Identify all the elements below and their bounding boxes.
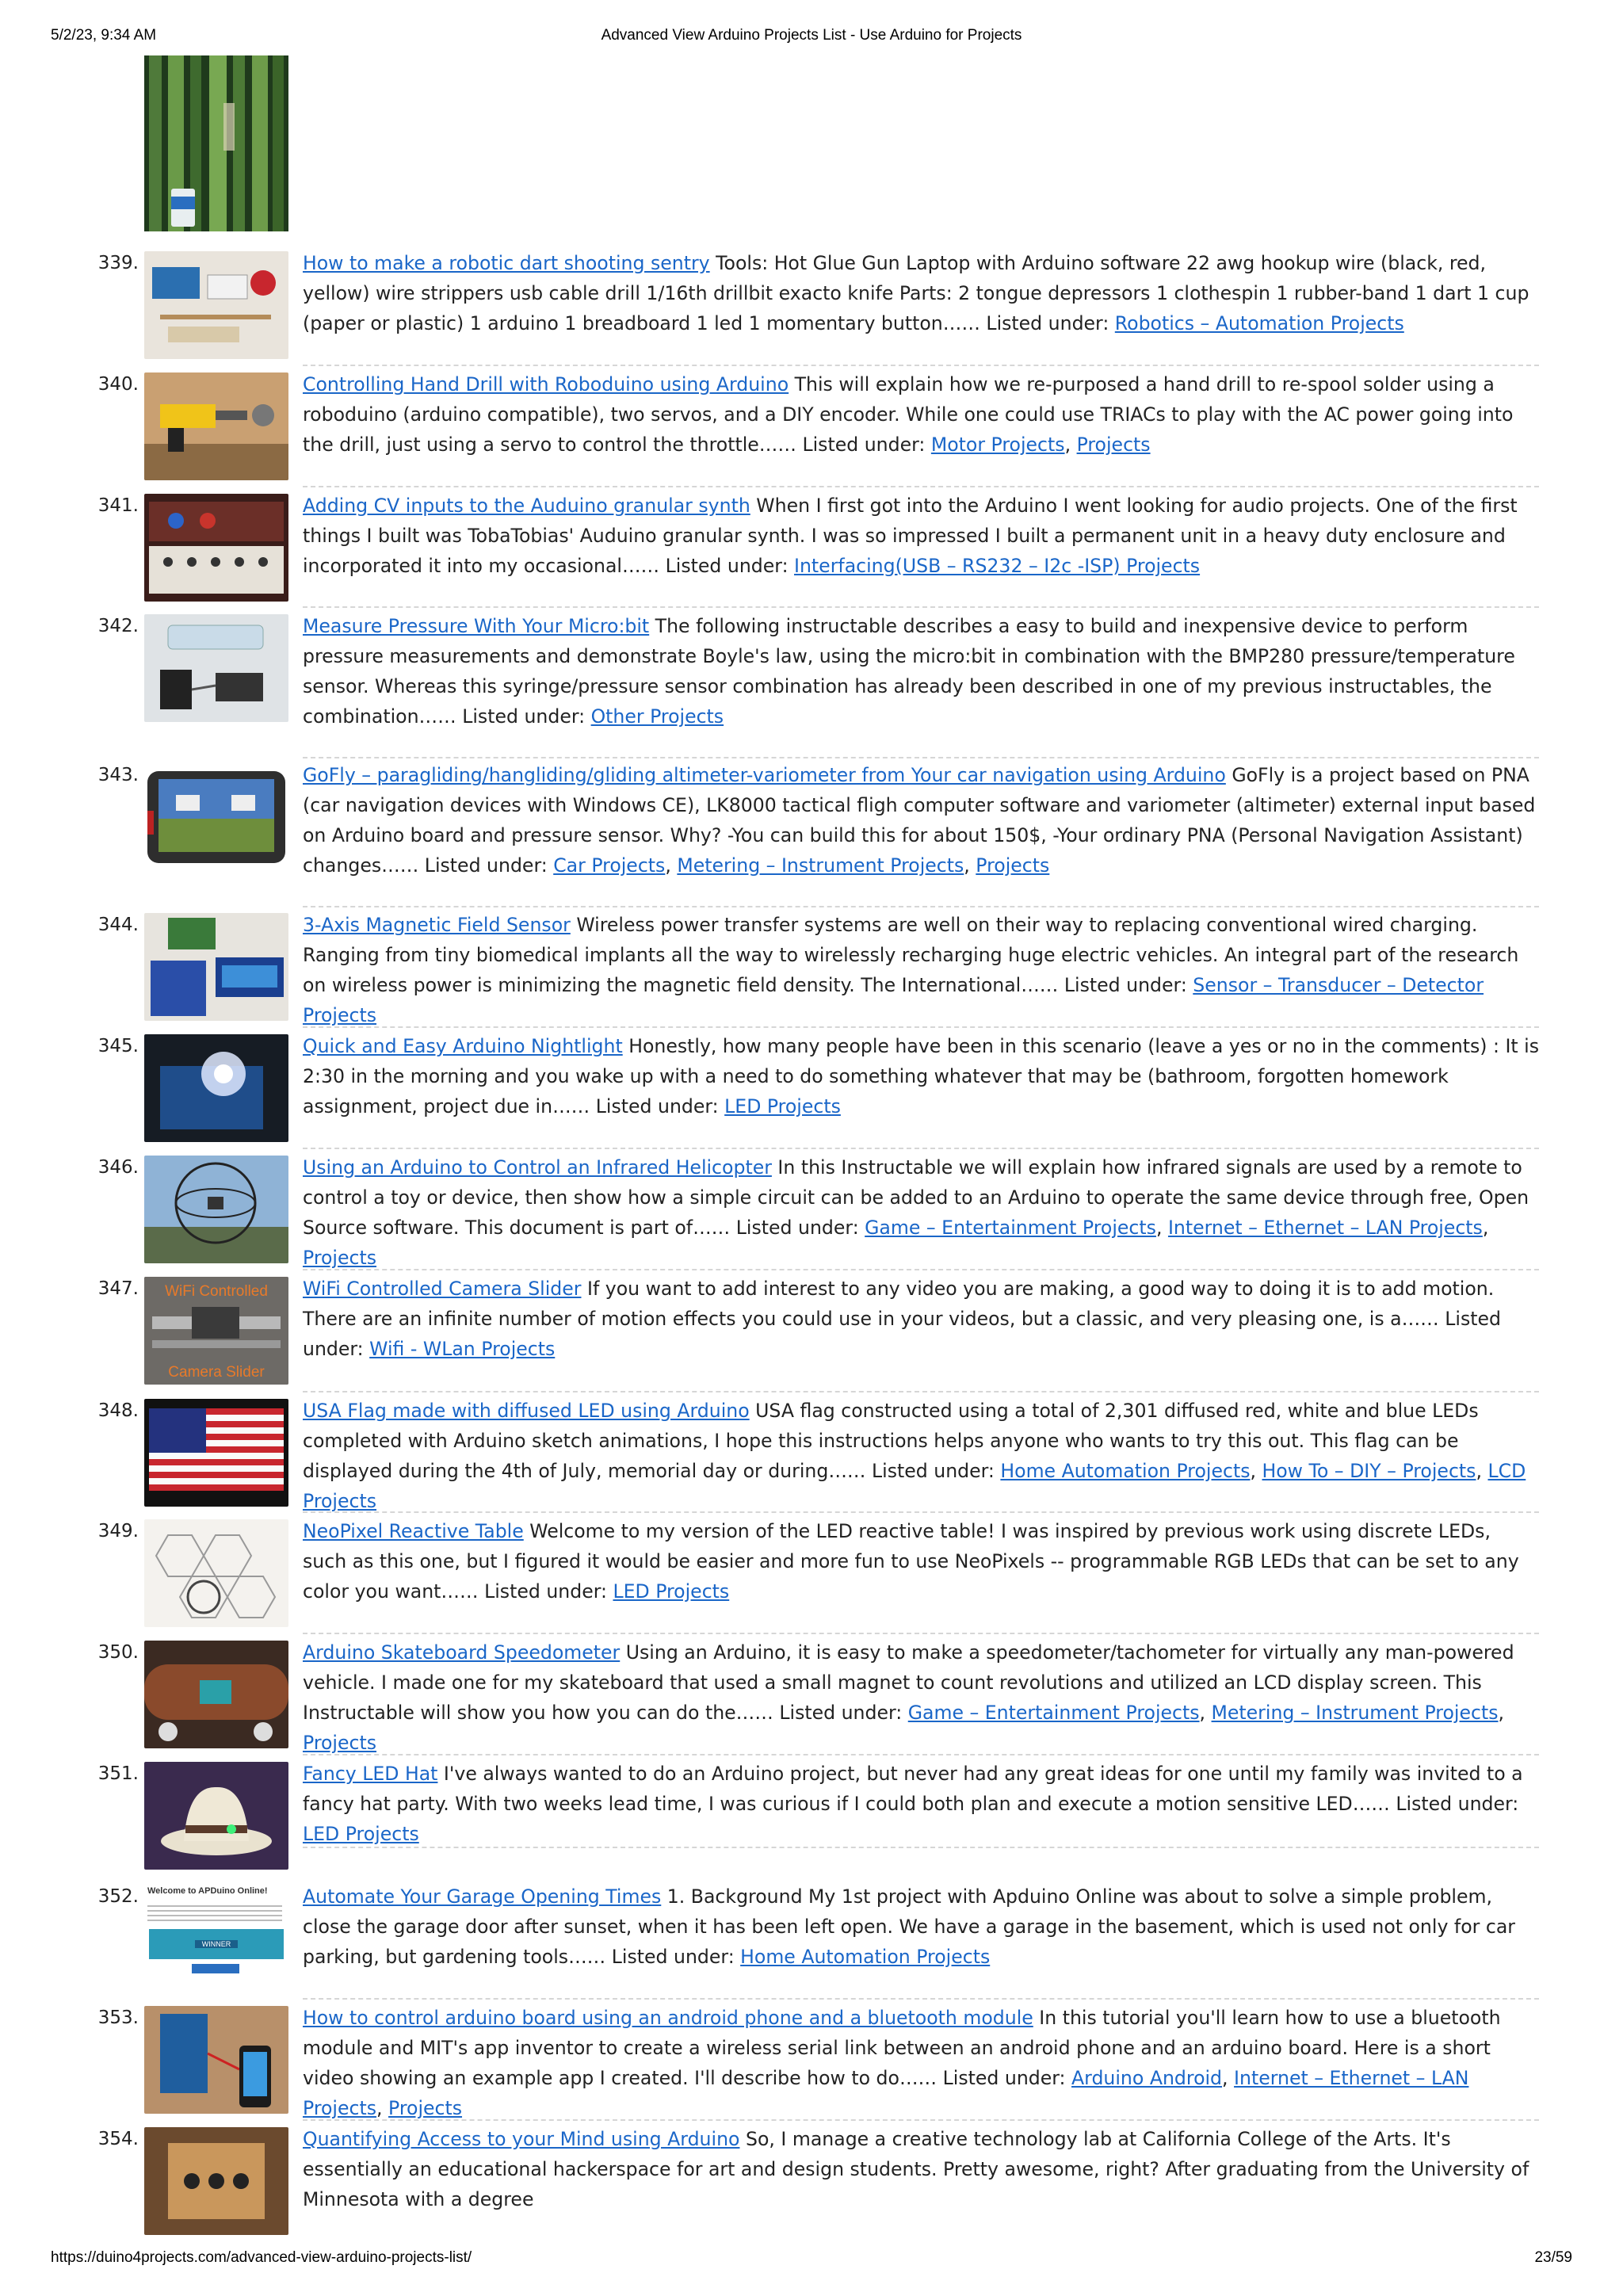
category-link[interactable]: Internet – Ethernet – LAN Projects: [1167, 1217, 1483, 1239]
granular-synth-thumbnail[interactable]: [144, 494, 288, 602]
item-title-link[interactable]: Quick and Easy Arduino Nightlight: [303, 1035, 623, 1057]
led-hat-thumbnail[interactable]: [144, 1762, 288, 1870]
item-text: Using an Arduino to Control an Infrared Helicopter In this Instructable we will explain how infrared signals are used by a remote to control a toy or device, then show how a simple circuit can be added to an Arduino to operate the same device through free, Open Source software. This document is part of…… Listed under: Game – Entertainment Projects, Internet – Ethernet – LAN Projects, Projects: [303, 1156, 1529, 1269]
item-description: 1. Background My 1st project with Apduino Online was about to solve a simple problem, close the garage door after sunset, when it has been left open. We have a garage in the basement, which is used not only for car parking, but gardening tools…… Listed under:: [303, 1885, 1515, 1968]
category-link[interactable]: LED Projects: [303, 1823, 419, 1845]
item-title-link[interactable]: USA Flag made with diffused LED using Arduino: [303, 1400, 750, 1422]
usa-flag-thumbnail[interactable]: [144, 1399, 288, 1507]
item-number: 352.: [97, 1886, 139, 1907]
separator: [303, 1026, 1539, 1028]
item-title-link[interactable]: Measure Pressure With Your Micro:bit: [303, 615, 650, 637]
item-description: I've always wanted to do an Arduino project, but never had any great ideas for one until my family was invited to a fancy hat party. With two weeks lead time, I was curious if I could both plan and execute a motion sensitive LED…… Listed under:: [303, 1763, 1523, 1815]
page-title: Advanced View Arduino Projects List - Use Arduino for Projects: [601, 27, 1022, 44]
category-link[interactable]: Sensor – Transducer – Detector Projects: [303, 974, 1484, 1026]
camera-slider-thumbnail[interactable]: [144, 1277, 288, 1385]
category-link[interactable]: Car Projects: [553, 854, 666, 877]
item-title-link[interactable]: NeoPixel Reactive Table: [303, 1520, 524, 1542]
category-link[interactable]: Metering – Instrument Projects: [1211, 1702, 1499, 1724]
category-link[interactable]: Home Automation Projects: [1000, 1460, 1251, 1482]
category-link[interactable]: Home Automation Projects: [740, 1946, 991, 1968]
separator: [303, 906, 1539, 907]
item-title-link[interactable]: Fancy LED Hat: [303, 1763, 438, 1785]
item-description: When I first got into the Arduino I went looking for audio projects. One of the first things I built was TobaTobias' Auduino granular synth. I was so impressed I built a permanent unit in a heavy duty enclosure and incorporated it into my occasional…… Listed under:: [303, 495, 1518, 577]
category-link[interactable]: Robotics – Automation Projects: [1114, 312, 1404, 334]
item-number: 348.: [97, 1400, 139, 1421]
item-description: Honestly, how many people have been in this scenario (leave a yes or no in the comments) : It is 2:30 in the morning and you wake up with a need to do something whatever that may be (bathroom, forgotten homework assignment, project due in…… Listed under:: [303, 1035, 1540, 1117]
separator: [303, 1754, 1539, 1755]
garage-automation-thumbnail[interactable]: [144, 1885, 288, 1992]
category-link[interactable]: Projects: [303, 1247, 377, 1269]
separator: [303, 1998, 1539, 2000]
separator: [303, 1511, 1539, 1513]
separator: [303, 757, 1539, 758]
item-text: [303, 1031, 1539, 1121]
item-number: 341.: [97, 495, 139, 516]
category-link[interactable]: LED Projects: [724, 1095, 841, 1117]
gofly-navigation-thumbnail[interactable]: [144, 763, 288, 871]
print-date: 5/2/23, 9:34 AM: [51, 27, 157, 44]
item-title-link[interactable]: How to make a robotic dart shooting sentry: [303, 252, 710, 274]
item-description: The following instructable describes a easy to build and inexpensive device to perform pressure measurements and demonstrate Boyle's law, using the micro:bit in combination with the BMP280 pressure/temperature sensor. Whereas this syringe/pressure sensor combination has already been described in one of my previous instructables, the combination…… Listed under:: [303, 615, 1515, 728]
item-description: GoFly is a project based on PNA (car navigation devices with Windows CE), LK8000 tactical fligh computer software and variometer (altimeter) external input based on Arduino board and pressure sensor. Why? -You can build this for about 150$, -Your ordinary PNA (Personal Navigation Assistant) changes…… Listed under:: [303, 764, 1536, 877]
mind-access-thumbnail[interactable]: [144, 2127, 288, 2235]
item-text: [303, 611, 1539, 732]
separator: [303, 2119, 1539, 2121]
item-text: [303, 910, 1539, 1030]
item-title-link[interactable]: Using an Arduino to Control an Infrared Helicopter: [303, 1156, 772, 1179]
category-link[interactable]: Motor Projects: [930, 434, 1065, 456]
item-number: 340.: [97, 374, 139, 395]
magnetic-sensor-thumbnail[interactable]: [144, 913, 288, 1021]
skateboard-speedometer-thumbnail[interactable]: [144, 1641, 288, 1748]
category-link[interactable]: Projects: [388, 2097, 463, 2119]
category-link[interactable]: LED Projects: [613, 1580, 730, 1603]
item-number: 354.: [97, 2129, 139, 2149]
item-text: [303, 1274, 1539, 1364]
item-title-link[interactable]: Controlling Hand Drill with Roboduino using Arduino: [303, 373, 789, 395]
item-title-link[interactable]: Quantifying Access to your Mind using Arduino: [303, 2128, 740, 2150]
item-description: Welcome to my version of the LED reactive table! I was inspired by previous work using discrete LEDs, such as this one, but I figured it would be easier and more fun to use NeoPixels -- programmable RGB LEDs that can be set to any color you want…… Listed under:: [303, 1520, 1519, 1603]
separator: [303, 1633, 1539, 1634]
item-description: If you want to add interest to any video you are making, a good way to doing it is to add motion. There are an infinite number of motion effects you could use in your videos, but a classic, and very pleasing one, is a…… Listed under:: [303, 1278, 1502, 1360]
separator: [303, 1269, 1539, 1270]
item-description: This will explain how we re-purposed a hand drill to re-spool solder using a roboduino (arduino compatible), two servos, and a DIY encoder. While one could use TRIACs to play with the AC power going into the drill, just using a servo to control the throttle…… Listed under:: [303, 373, 1514, 456]
item-description: Tools: Hot Glue Gun Laptop with Arduino software 22 awg hookup wire (black, red, yellow) wire strippers usb cable drill 1/16th drillbit exacto knife Parts: 2 tongue depressors 1 clothespin 1 rubber-band 1 dart 1 cup (paper or plastic) 1 arduino 1 breadboard 1 led 1 momentary button…… Listed under:: [303, 252, 1529, 334]
category-link[interactable]: LCD Projects: [303, 1460, 1526, 1512]
separator: [303, 1148, 1539, 1149]
item-title-link[interactable]: GoFly – paragliding/hangliding/gliding altimeter-variometer from Your car navigation using Arduino: [303, 764, 1226, 786]
item-text: How to control arduino board using an android phone and a bluetooth module In this tutorial you'll learn how to use a bluetooth module and MIT's app inventor to create a wireless serial link between an android phone and an arduino board. Here is a short video showing an example app I created. I'll describe how to do…… Listed under: Arduino Android, Internet – Ethernet – LAN Projects, Projects: [303, 2007, 1501, 2119]
item-text: Controlling Hand Drill with Roboduino using Arduino This will explain how we re-purposed a hand drill to re-spool solder using a roboduino (arduino compatible), two servos, and a DIY encoder. While one could use TRIACs to play with the AC power going into the drill, just using a servo to control the throttle…… Listed under: Motor Projects, Projects: [303, 373, 1514, 456]
item-text: Arduino Skateboard Speedometer Using an Arduino, it is easy to make a speedometer/tachometer for virtually any man-powered vehicle. I made one for my skateboard that used a small magnet to count revolutions and utilized an LCD display screen. This Instructable will show you how you can do the…… Listed under: Game – Entertainment Projects, Metering – Instrument Projects, Projects: [303, 1641, 1514, 1754]
item-number: 344.: [97, 915, 139, 935]
bamboo-thumbnail[interactable]: [144, 55, 288, 231]
thumb-caption-top: WiFi Controlled: [165, 1283, 268, 1300]
item-description: Using an Arduino, it is easy to make a speedometer/tachometer for virtually any man-powered vehicle. I made one for my skateboard that used a small magnet to count revolutions and utilized an LCD display screen. This Instructable will show you how you can do the…… Listed under:: [303, 1641, 1514, 1724]
category-link[interactable]: Interfacing(USB – RS232 – I2c -ISP) Projects: [794, 555, 1201, 577]
item-title-link[interactable]: WiFi Controlled Camera Slider: [303, 1278, 582, 1300]
category-link[interactable]: Other Projects: [590, 705, 724, 728]
item-text: [303, 248, 1539, 338]
item-title-link[interactable]: Adding CV inputs to the Auduino granular synth: [303, 495, 750, 517]
microbit-pressure-thumbnail[interactable]: [144, 614, 288, 722]
android-bluetooth-thumbnail[interactable]: [144, 2006, 288, 2114]
category-link[interactable]: Projects: [303, 1732, 377, 1754]
item-description: In this tutorial you'll learn how to use a bluetooth module and MIT's app inventor to create a wireless serial link between an android phone and an arduino board. Here is a short video showing an example app I created. I'll describe how to do…… Listed under:: [303, 2007, 1501, 2089]
item-description: Wireless power transfer systems are well on their way to replacing conventional wired charging. Ranging from tiny biomedical implants all the way to wirelessly recharging huge electric vehicles. An integral part of the research on wireless power is minimizing the magnetic field density. The International…… Listed under:: [303, 914, 1519, 996]
item-text: [303, 1516, 1539, 1606]
separator: [303, 1847, 1539, 1848]
thumb-heading: Welcome to APDuino Online!: [147, 1886, 268, 1896]
item-text: USA Flag made with diffused LED using Arduino USA flag constructed using a total of 2,301 diffused red, white and blue LEDs completed with Arduino sketch animations, I hope this instructions helps anyone who wants to try this out. This flag can be displayed during the 4th of July, memorial day or during…… Listed under: Home Automation Projects, How To – DIY – Projects, LCD Projects: [303, 1400, 1526, 1512]
item-number: 347.: [97, 1278, 139, 1299]
separator: [303, 365, 1539, 366]
category-link[interactable]: How To – DIY – Projects: [1262, 1460, 1476, 1482]
category-link[interactable]: Game – Entertainment Projects: [907, 1702, 1200, 1724]
item-number: 345.: [97, 1036, 139, 1056]
separator: [303, 1391, 1539, 1392]
item-number: 343.: [97, 765, 139, 785]
category-link[interactable]: Internet – Ethernet – LAN Projects: [303, 2067, 1469, 2119]
thumb-button: [192, 1964, 239, 1973]
item-title-link[interactable]: Automate Your Garage Opening Times: [303, 1885, 662, 1908]
thumb-badge: WINNER: [195, 1940, 238, 1948]
hand-drill-thumbnail[interactable]: [144, 372, 288, 480]
nightlight-thumbnail[interactable]: [144, 1034, 288, 1142]
item-description: USA flag constructed using a total of 2,301 diffused red, white and blue LEDs completed with Arduino sketch animations, I hope this instructions helps anyone who wants to try this out. This flag can be displayed during the 4th of July, memorial day or during…… Listed under:: [303, 1400, 1479, 1482]
category-link[interactable]: Projects: [976, 854, 1050, 877]
item-number: 342.: [97, 616, 139, 636]
item-text: [303, 1881, 1539, 1972]
item-text: GoFly – paragliding/hangliding/gliding altimeter-variometer from Your car navigation using Arduino GoFly is a project based on PNA (car navigation devices with Windows CE), LK8000 tactical fligh computer software and variometer (altimeter) external input based on Arduino board and pressure sensor. Why? -You can build this for about 150$, -Your ordinary PNA (Personal Navigation Assistant) changes…… Listed under: Car Projects, Metering – Instrument Projects, Projects: [303, 764, 1536, 877]
item-title-link[interactable]: How to control arduino board using an android phone and a bluetooth module: [303, 2007, 1033, 2029]
page-number: 23/59: [1534, 2249, 1572, 2266]
item-description: In this Instructable we will explain how infrared signals are used by a remote to control a toy or device, then show how a simple circuit can be added to an Arduino to operate the same device through free, Open Source software. This document is part of…… Listed under:: [303, 1156, 1529, 1239]
item-text: [303, 491, 1539, 581]
infrared-helicopter-thumbnail[interactable]: [144, 1156, 288, 1263]
item-number: 346.: [97, 1157, 139, 1178]
item-number: 339.: [97, 253, 139, 273]
thumb-caption-bottom: Camera Slider: [168, 1364, 265, 1381]
item-number: 353.: [97, 2008, 139, 2028]
category-link[interactable]: Metering – Instrument Projects: [677, 854, 964, 877]
neopixel-table-thumbnail[interactable]: [144, 1519, 288, 1627]
item-text: [303, 1759, 1539, 1849]
thumb-text-lines: [147, 1905, 282, 1921]
category-link[interactable]: Arduino Android: [1071, 2067, 1223, 2089]
item-number: 351.: [97, 1763, 139, 1784]
separator: [303, 486, 1539, 487]
dart-sentry-thumbnail[interactable]: [144, 251, 288, 359]
category-link[interactable]: Wifi - WLan Projects: [369, 1338, 556, 1360]
item-title-link[interactable]: Arduino Skateboard Speedometer: [303, 1641, 621, 1664]
item-description: So, I manage a creative technology lab at California College of the Arts. It's essentially an educational hackerspace for art and design students. Pretty awesome, right? After graduating from the University of Minnesota with a degree: [303, 2128, 1529, 2210]
item-number: 350.: [97, 1642, 139, 1663]
item-number: 349.: [97, 1521, 139, 1541]
category-link[interactable]: Game – Entertainment Projects: [865, 1217, 1156, 1239]
page-url: https://duino4projects.com/advanced-view-arduino-projects-list/: [51, 2249, 472, 2266]
item-text: [303, 2124, 1539, 2214]
category-link[interactable]: Projects: [1076, 434, 1151, 456]
item-title-link[interactable]: 3-Axis Magnetic Field Sensor: [303, 914, 571, 936]
separator: [303, 606, 1539, 608]
